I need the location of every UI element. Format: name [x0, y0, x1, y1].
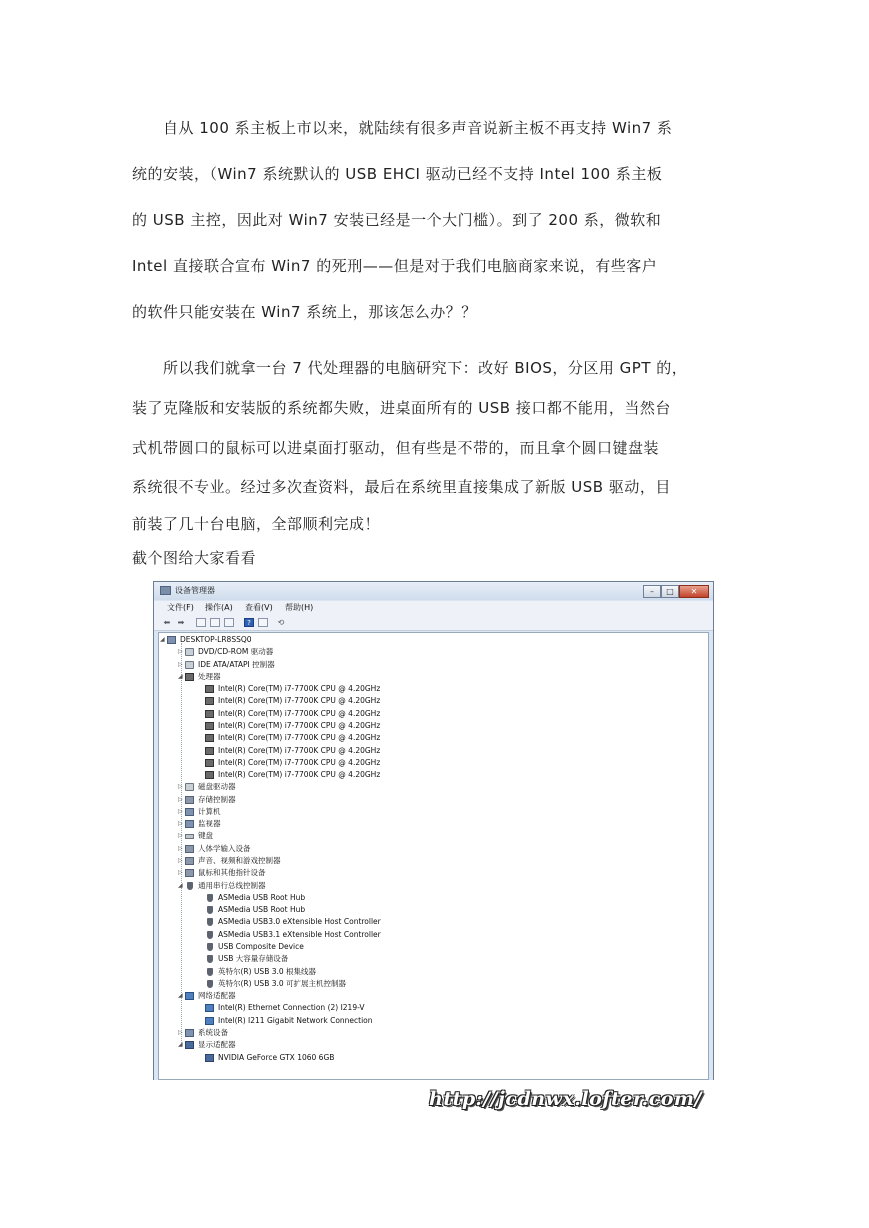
paragraph-line: Intel 直接联合宣布 Win7 的死刑——但是对于我们电脑商家来说，有些客户: [132, 257, 658, 275]
expand-toggle-icon[interactable]: ▷: [178, 648, 183, 656]
expand-toggle-icon[interactable]: ▷: [178, 795, 183, 803]
window-controls: [643, 585, 709, 598]
tree-device[interactable]: [205, 745, 380, 757]
network-icon: [205, 1004, 214, 1012]
tree-device[interactable]: [205, 1002, 365, 1014]
display-adapter-icon: [205, 1054, 214, 1062]
tree-node-label: USB Composite Device: [218, 942, 304, 951]
tree-category[interactable]: [185, 855, 281, 867]
tree-node-label: Intel(R) I211 Gigabit Network Connection: [218, 1015, 373, 1025]
tree-root[interactable]: [167, 634, 252, 646]
menu-file[interactable]: 文件(F): [167, 603, 194, 612]
display-adapter-icon: [185, 1041, 194, 1049]
processor-icon: [205, 734, 214, 742]
usb-icon: [207, 894, 213, 902]
tree-node-label: 监视器: [198, 819, 221, 829]
tree-node-label: 网络适配器: [198, 991, 236, 1001]
menu-view[interactable]: 查看(V): [245, 603, 273, 612]
tree-category[interactable]: [185, 646, 273, 658]
tree-device[interactable]: [205, 904, 305, 916]
screenshot-caption: 截个图给大家看看: [132, 549, 257, 567]
tree-device[interactable]: [205, 1052, 334, 1064]
paragraph-line: 所以我们就拿一台 7 代处理器的电脑研究下：改好 BIOS，分区用 GPT 的，: [132, 359, 688, 377]
paragraph-line: 系统很不专业。经过多次查资料，最后在系统里直接集成了新版 USB 驱动，目: [132, 478, 671, 496]
expand-toggle-icon[interactable]: ◢: [178, 672, 183, 680]
tree-device[interactable]: [205, 695, 380, 707]
computer-icon: [167, 636, 176, 644]
processor-icon: [205, 747, 214, 755]
window-title: 设备管理器: [175, 586, 215, 595]
paragraph-line: 前装了几十台电脑，全部顺利完成！: [132, 515, 381, 533]
close-button[interactable]: ✕: [679, 585, 709, 598]
window-titlebar: [154, 582, 713, 600]
usb-icon: [207, 968, 213, 976]
tree-device[interactable]: [205, 683, 380, 695]
tree-node-label: DESKTOP-LR8SSQ0: [180, 635, 252, 644]
network-icon: [185, 992, 194, 1000]
disk-drive-icon: [185, 783, 194, 791]
expand-toggle-icon[interactable]: ▷: [178, 844, 183, 852]
dvd-drive-icon: [185, 648, 194, 656]
tree-node-label: 计算机: [198, 806, 221, 816]
usb-icon: [207, 980, 213, 988]
tree-category[interactable]: [185, 806, 221, 818]
paragraph-line: 的 USB 主控，因此对 Win7 安装已经是一个大门槛）。到了 200 系，微软和: [132, 211, 662, 229]
tree-node-label: Intel(R) Ethernet Connection (2) I219-V: [218, 1003, 365, 1013]
menu-bar: [154, 601, 713, 615]
back-arrow-icon[interactable]: ⬅: [163, 618, 171, 627]
scan-hardware-icon[interactable]: ⟲: [277, 618, 285, 627]
keyboard-icon: [185, 834, 194, 839]
tree-device[interactable]: [205, 941, 304, 953]
menu-action[interactable]: 操作(A): [205, 603, 233, 612]
tree-device[interactable]: [205, 769, 380, 781]
expand-toggle-icon[interactable]: ◢: [178, 992, 183, 1000]
expand-toggle-icon[interactable]: ▷: [178, 869, 183, 877]
tree-device[interactable]: [205, 953, 288, 965]
tree-category[interactable]: [185, 880, 266, 892]
tree-node-label: Intel(R) Core(TM) i7-7700K CPU @ 4.20GHz: [218, 696, 381, 706]
processor-icon: [205, 697, 214, 705]
processor-icon: [205, 759, 214, 767]
tree-node-label: ASMedia USB Root Hub: [218, 892, 306, 902]
tree-device[interactable]: [205, 978, 346, 990]
system-device-icon: [185, 1029, 194, 1037]
tree-node-label: 英特尔(R) USB 3.0 可扩展主机控制器: [218, 978, 347, 988]
tree-category[interactable]: [185, 659, 275, 671]
forward-arrow-icon[interactable]: ➡: [177, 618, 185, 627]
maximize-button[interactable]: □: [661, 585, 679, 598]
expand-toggle-icon[interactable]: ◢: [178, 1041, 183, 1049]
export-list-icon[interactable]: [224, 618, 234, 627]
tree-node-label: ASMedia USB3.0 eXtensible Host Controller: [218, 917, 381, 927]
tree-node-label: Intel(R) Core(TM) i7-7700K CPU @ 4.20GHz: [218, 733, 381, 743]
tree-device[interactable]: [205, 757, 380, 769]
network-icon: [205, 1017, 214, 1025]
tree-node-label: DVD/CD-ROM 驱动器: [198, 647, 274, 657]
tree-device[interactable]: [205, 720, 380, 732]
device-tree: [158, 632, 709, 1110]
tree-device[interactable]: [205, 929, 381, 941]
tree-node-label: 英特尔(R) USB 3.0 根集线器: [218, 966, 317, 976]
tree-node-label: Intel(R) Core(TM) i7-7700K CPU @ 4.20GHz: [218, 770, 381, 780]
help-icon[interactable]: ?: [244, 618, 254, 627]
tree-category[interactable]: [185, 990, 236, 1002]
tree-node-label: 磁盘驱动器: [198, 782, 236, 792]
expand-toggle-icon[interactable]: ▷: [178, 783, 183, 791]
tree-category[interactable]: [185, 830, 213, 842]
storage-controller-icon: [185, 796, 194, 804]
tree-node-label: 鼠标和其他指针设备: [198, 868, 266, 878]
tree-device[interactable]: [205, 892, 305, 904]
tree-node-label: 存储控制器: [198, 794, 236, 804]
paragraph-line: 统的安装，（Win7 系统默认的 USB EHCI 驱动已经不支持 Intel 100 系主板: [132, 165, 663, 183]
usb-icon: [207, 906, 213, 914]
show-hide-tree-icon[interactable]: [196, 618, 206, 627]
tree-category[interactable]: [185, 867, 266, 879]
tree-node-label: 键盘: [198, 831, 213, 841]
tree-category[interactable]: [185, 1027, 228, 1039]
hid-icon: [185, 845, 194, 853]
watermark-text: http://jcdnwx.lofter.com/: [429, 1088, 702, 1110]
usb-icon: [207, 931, 213, 939]
tree-category[interactable]: [185, 843, 251, 855]
paragraph-line: 式机带圆口的鼠标可以进桌面打驱动，但有些是不带的，而且拿个圆口键盘装: [132, 439, 660, 457]
usb-icon: [187, 882, 193, 890]
tree-category[interactable]: [185, 818, 221, 830]
tree-node-label: Intel(R) Core(TM) i7-7700K CPU @ 4.20GHz: [218, 720, 381, 730]
minimize-button[interactable]: –: [643, 585, 661, 598]
tree-category[interactable]: [185, 671, 221, 683]
expand-toggle-icon[interactable]: ▷: [178, 857, 183, 865]
tree-device[interactable]: [205, 732, 380, 744]
tree-node-label: IDE ATA/ATAPI 控制器: [198, 659, 275, 669]
tree-node-label: 人体学输入设备: [198, 843, 251, 853]
processor-icon: [205, 685, 214, 693]
processor-icon: [205, 771, 214, 779]
tree-node-label: 显示适配器: [198, 1040, 236, 1050]
toolbar: [154, 615, 713, 631]
tree-node-label: 声音、视频和游戏控制器: [198, 856, 281, 866]
properties-icon[interactable]: [210, 618, 220, 627]
tree-device[interactable]: [205, 966, 316, 978]
expand-toggle-icon[interactable]: ▷: [178, 660, 183, 668]
tree-device[interactable]: [205, 708, 380, 720]
device-manager-screenshot: [153, 581, 714, 1110]
usb-icon: [207, 955, 213, 963]
device-properties-icon[interactable]: [258, 618, 268, 627]
tree-category[interactable]: [185, 1039, 236, 1051]
tree-device[interactable]: [205, 916, 381, 928]
monitor-icon: [185, 820, 194, 828]
tree-node-label: 系统设备: [198, 1027, 228, 1037]
usb-icon: [207, 943, 213, 951]
menu-help[interactable]: 帮助(H): [285, 603, 314, 612]
processor-icon: [205, 710, 214, 718]
sound-icon: [185, 857, 194, 865]
paragraph-line: 的软件只能安装在 Win7 系统上，那该怎么办？？: [132, 303, 477, 321]
tree-node-label: Intel(R) Core(TM) i7-7700K CPU @ 4.20GHz: [218, 757, 381, 767]
mouse-icon: [185, 869, 194, 877]
device-manager-icon: [160, 586, 171, 595]
tree-node-label: 通用串行总线控制器: [198, 880, 266, 890]
paragraph-line: 自从 100 系主板上市以来，就陆续有很多声音说新主板不再支持 Win7 系: [132, 119, 673, 137]
expand-toggle-icon[interactable]: ▷: [178, 832, 183, 840]
tree-category[interactable]: [185, 794, 236, 806]
tree-category[interactable]: [185, 781, 236, 793]
tree-node-label: ASMedia USB3.1 eXtensible Host Controller: [218, 929, 381, 939]
expand-toggle-icon[interactable]: ◢: [178, 881, 183, 889]
expand-toggle-icon[interactable]: ▷: [178, 807, 183, 815]
expand-toggle-icon[interactable]: ▷: [178, 820, 183, 828]
tree-node-label: Intel(R) Core(TM) i7-7700K CPU @ 4.20GHz: [218, 708, 381, 718]
usb-icon: [207, 918, 213, 926]
tree-node-label: USB 大容量存储设备: [218, 954, 289, 964]
computer-icon: [185, 808, 194, 816]
tree-node-label: ASMedia USB Root Hub: [218, 905, 306, 915]
tree-node-label: NVIDIA GeForce GTX 1060 6GB: [218, 1052, 335, 1062]
expand-toggle-icon[interactable]: ◢: [160, 636, 165, 643]
tree-node-label: Intel(R) Core(TM) i7-7700K CPU @ 4.20GHz: [218, 745, 381, 755]
paragraph-line: 装了克隆版和安装版的系统都失败，进桌面所有的 USB 接口都不能用，当然台: [132, 399, 671, 417]
processor-icon: [185, 673, 194, 681]
tree-node-label: Intel(R) Core(TM) i7-7700K CPU @ 4.20GHz: [218, 684, 381, 694]
processor-icon: [205, 722, 214, 730]
ide-controller-icon: [185, 661, 194, 669]
expand-toggle-icon[interactable]: ▷: [178, 1028, 183, 1036]
tree-node-label: 处理器: [198, 671, 221, 681]
tree-device[interactable]: [205, 1015, 373, 1027]
